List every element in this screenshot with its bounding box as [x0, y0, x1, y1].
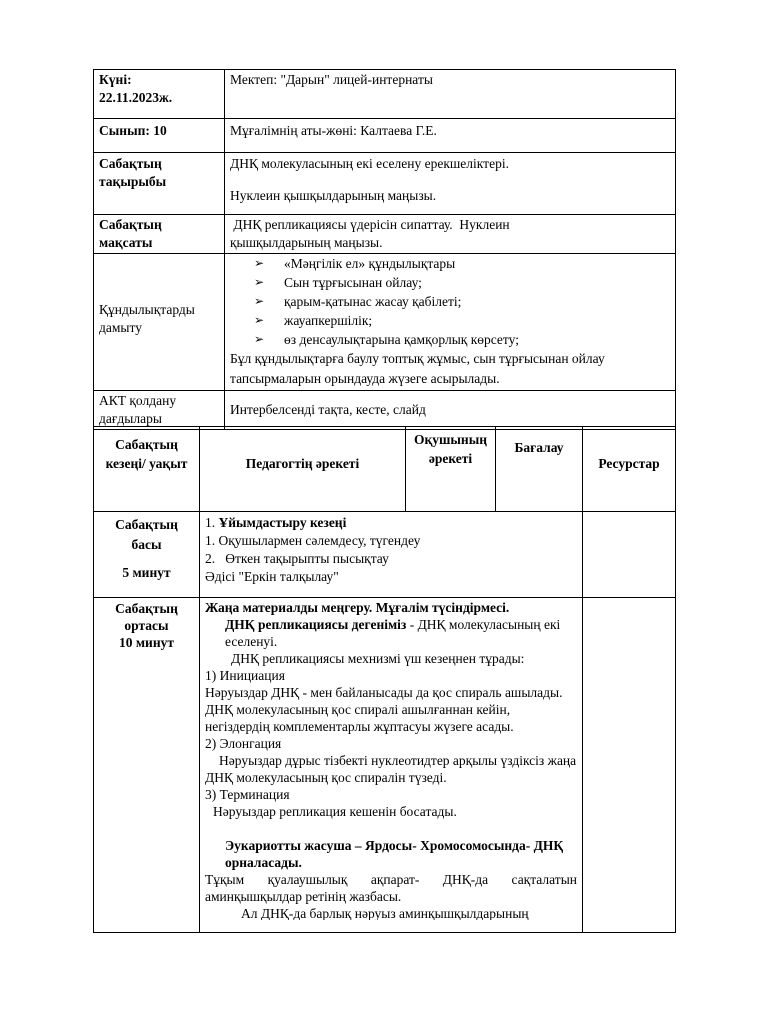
- topic-label: [94, 153, 225, 215]
- values-item-text: Сын тұрғысынан ойлау;: [284, 275, 422, 290]
- values-item: [254, 273, 670, 292]
- col-header-assessment: Бағалау: [496, 427, 583, 512]
- stage-start-line-1: 1. Оқушылармен сәлемдесу, түгендеу: [205, 533, 421, 548]
- stage-start-label-line-2: басы: [131, 537, 162, 552]
- step-elongation: 2) Элонгация: [205, 736, 282, 751]
- col-header-teacher: Педагогтің әрекеті: [200, 427, 406, 512]
- ict-value: Интербелсенді тақта, кесте, слайд: [225, 391, 676, 430]
- values-item-text: қарым-қатынас жасау қабілеті;: [284, 294, 462, 309]
- values-item: [254, 292, 670, 311]
- stage-middle-resources: [583, 598, 676, 933]
- arrow-bullet-icon: ➢: [254, 294, 265, 308]
- ict-label: АКТ қолдану дағдылары: [94, 391, 225, 430]
- values-item-text: өз денсаулықтарына қамқорлық көрсету;: [284, 332, 519, 347]
- values-note: Бұл құндылықтарға баулу топтық жұмыс, сын тұрғысынан ойлау тапсырмаларын орындауда жүзеге асырылады.: [230, 351, 605, 386]
- replication-definition-term: ДНҚ репликациясы дегеніміз: [225, 617, 407, 632]
- goal-label-line-1: Сабақтың: [99, 217, 162, 232]
- goal-line-1: ДНҚ репликациясы үдерісін сипаттау. Нуклеин: [230, 217, 510, 232]
- topic-label-line-1: Сабақтың: [99, 156, 162, 171]
- stage-middle-label-line-2: ортасы: [124, 618, 169, 633]
- step-elongation-text: [205, 752, 577, 786]
- date-cell: [94, 70, 225, 119]
- topic-line-1: ДНҚ молекуласының екі еселену ерекшеліктері.: [230, 156, 509, 171]
- topic-label-line-2: тақырыбы: [99, 174, 167, 189]
- values-cell: [225, 254, 676, 391]
- col-header-student: Оқушының әрекеті: [406, 427, 496, 512]
- last-line: Ал ДНҚ-да барлық нәруыз аминқышқылдарының: [241, 906, 529, 920]
- school-name: Мектеп: "Дарын" лицей-интернаты: [230, 72, 433, 87]
- stage-start-teacher: [200, 512, 583, 598]
- col-header-resources: Ресурстар: [583, 427, 676, 512]
- date-label: Күні:: [99, 72, 132, 87]
- values-item: [254, 311, 670, 330]
- stage-start-title-number: 1.: [205, 515, 216, 530]
- step-elongation-text-content: Нәруыздар дұрыс тізбекті нуклеотидтер арқылы үздіксіз жаңа ДНҚ молекуласының қос спиралін түзеді.: [205, 753, 577, 785]
- step-termination: 3) Терминация: [205, 787, 290, 802]
- stage-middle-label-line-1: Сабақтың: [115, 601, 178, 616]
- values-list: [230, 254, 670, 349]
- step-initiation-text-1: Нәруыздар ДНҚ - мен байланысады да қос спираль ашылады.: [205, 685, 563, 700]
- stage-start-resources: [583, 512, 676, 598]
- step-initiation: 1) Инициация: [205, 668, 285, 683]
- stage-start-label-line-1: Сабақтың: [115, 517, 178, 532]
- step-termination-text: [205, 803, 577, 820]
- genetic-info-text: Тұқым қуалаушылық ақпарат- ДНҚ-да сақталатын аминқышқылдар ретінің жазбасы.: [205, 872, 577, 904]
- replication-definition: [205, 616, 577, 650]
- stage-start-time: 5 минут: [122, 565, 171, 580]
- arrow-bullet-icon: ➢: [254, 313, 265, 327]
- goal-line-2: қышқылдарының маңызы.: [230, 235, 383, 250]
- arrow-bullet-icon: ➢: [254, 332, 265, 346]
- stage-start-title: [205, 514, 577, 532]
- stage-middle-label: [94, 598, 200, 933]
- topic-line-2: Нуклеин қышқылдарының маңызы.: [230, 188, 437, 203]
- arrow-bullet-icon: ➢: [254, 275, 265, 289]
- stage-middle-time: 10 минут: [118, 635, 174, 650]
- values-item: [254, 330, 670, 349]
- stage-start-label: [94, 512, 200, 598]
- values-label: Құндылықтарды дамыту: [94, 254, 225, 391]
- goal-label-line-2: мақсаты: [99, 235, 153, 250]
- teacher-name: Мұғалімнің аты-жөні: Калтаева Г.Е.: [225, 119, 676, 153]
- arrow-bullet-icon: ➢: [254, 256, 265, 270]
- mechanism-intro: ДНҚ репликациясы мехнизмі үш кезеңнен тұрады:: [231, 651, 525, 666]
- stage-start-line-3: Әдісі "Еркін талқылау": [205, 569, 339, 584]
- topic-cell: [225, 153, 676, 215]
- goal-label: [94, 215, 225, 254]
- lesson-info-table: [93, 69, 676, 430]
- values-item-text: «Мәңгілік ел» құндылықтары: [284, 256, 456, 271]
- step-termination-text-content: Нәруыздар репликация кешенін босатады.: [213, 804, 457, 819]
- replication-definition-text: - ДНҚ молекуласының екі еселенуі.: [225, 617, 561, 649]
- eukaryote-heading: Эукариотты жасуша – Ярдосы- Хромосомосында- ДНҚ орналасады.: [225, 838, 564, 870]
- goal-cell: [225, 215, 676, 254]
- stage-start-title-text: Ұйымдастыру кезеңі: [218, 515, 347, 530]
- school-cell: [225, 70, 676, 119]
- step-initiation-text-2: ДНҚ молекуласының қос спиралі ашылғаннан кейін, негіздердің комплементарлы жұптасуы жүзеге асады.: [205, 702, 514, 734]
- values-item-text: жауапкершілік;: [284, 313, 373, 328]
- grade-cell: Сынып: 10: [94, 119, 225, 153]
- values-item: [254, 254, 670, 273]
- stage-middle-teacher: [200, 598, 583, 933]
- lesson-stages-table: [93, 426, 676, 933]
- date-value: 22.11.2023ж.: [99, 90, 173, 105]
- stage-middle-heading: Жаңа материалды меңгеру. Мұғалім түсіндірмесі.: [205, 600, 510, 615]
- stage-start-line-2: 2. Өткен тақырыпты пысықтау: [205, 551, 389, 566]
- col-header-stage: Сабақтың кезеңі/ уақыт: [94, 427, 200, 512]
